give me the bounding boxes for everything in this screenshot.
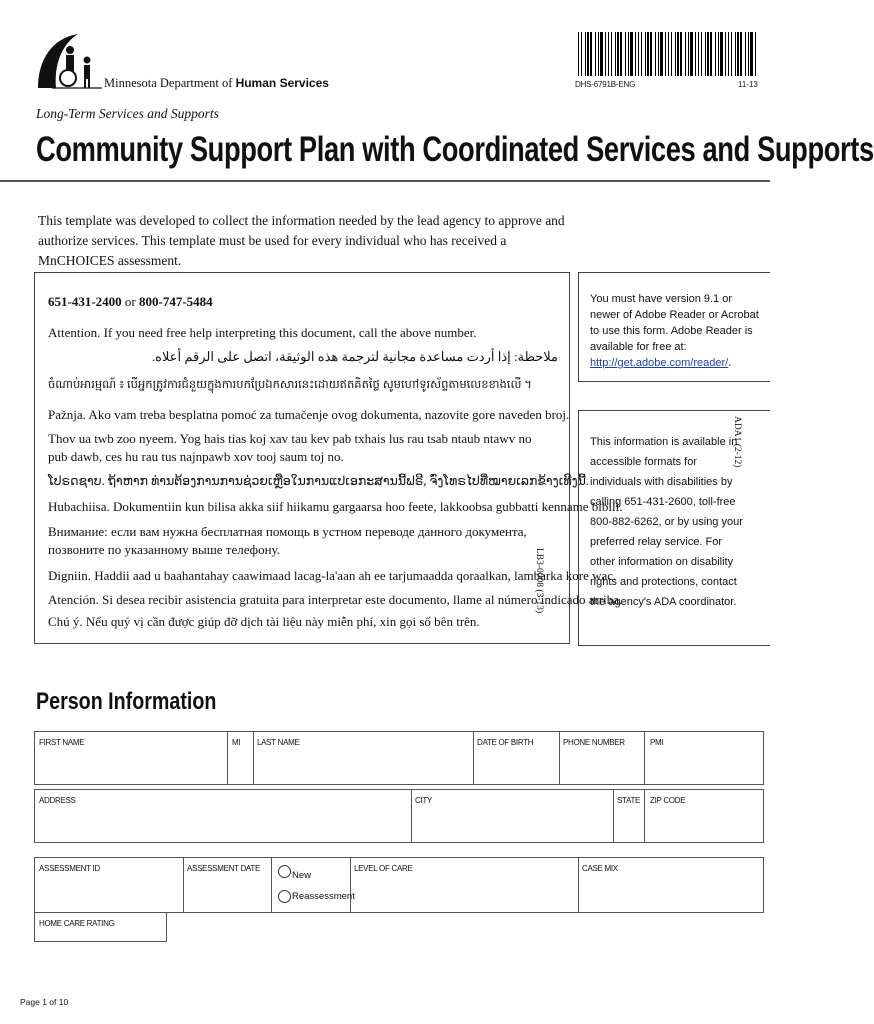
- barcode-bar: [735, 32, 736, 76]
- adobe-reader-link[interactable]: http://get.adobe.com/reader/: [590, 357, 729, 369]
- ada-code: ADA1 (2-12): [732, 416, 742, 468]
- city-field[interactable]: [412, 802, 610, 842]
- notice-lao: ໂປຣດຊາບ. ຖ້າຫາກ ທ່ານຕ້ອງການການຊ່ວຍເຫຼືອໃນການແປເອກະສານນີ້ຟຣີ, ຈົ່ງໂທຣໄປທີ່ໝາຍເລກຂ້າງເທີງນີ້.: [48, 474, 589, 488]
- division-name: Long-Term Services and Supports: [36, 106, 219, 121]
- last-name-field[interactable]: [254, 744, 470, 784]
- phone-field[interactable]: [560, 744, 642, 784]
- barcode-bar: [665, 32, 666, 76]
- barcode-bar: [645, 32, 646, 76]
- mi-label: MI: [232, 738, 241, 747]
- barcode-bar: [698, 32, 699, 76]
- person-info-heading: Person Information: [36, 688, 217, 715]
- home-care-rating-field[interactable]: [35, 924, 166, 941]
- intro-text: This template was developed to collect the information needed by the lead agency to approve and authorize services. This template must be used for every individual who has received a MnCHOICES assessment.: [38, 213, 565, 268]
- barcode-bar: [650, 32, 652, 76]
- mi-field[interactable]: [228, 744, 252, 784]
- notice-hmong: Thov ua twb zoo nyeem. Yog hais tias koj xav tau kev pab txhais lus rau tsab ntaub ntawv no pub dawb, ces hu rau tus najnpawb xov tooj saum toj no.: [48, 431, 532, 464]
- phone-label: PHONE NUMBER: [563, 738, 625, 747]
- barcode-bar: [690, 32, 693, 76]
- barcode-bar: [647, 32, 649, 76]
- department-name: [104, 76, 329, 91]
- page-number: Page 1 of 10: [20, 997, 69, 1007]
- notice-vietnamese: Chú ý. Nếu quý vị cần được giúp đỡ dịch tài liệu này miễn phí, xin gọi số bên trên.: [48, 614, 480, 629]
- notice-oromo: Hubachiisa. Dokumentiin kun bilisa akka siif hiikamu gargaarsa hoo feete, lakkoobsa gubbatti kenname bibili.: [48, 499, 623, 514]
- header-divider: [0, 180, 770, 182]
- assessment-id-label: ASSESSMENT ID: [39, 864, 100, 873]
- notice-russian: Внимание: если вам нужна бесплатная помощь в устном переводе данного документа, позвоните по указанному выше телефону.: [48, 524, 527, 557]
- new-radio-label: New: [292, 870, 312, 881]
- notice-khmer: ចំណាប់អារម្មណ៍ ៖ បើអ្នកត្រូវការជំនួយក្នុងការបកប្រែឯកសារនេះដោយឥតគិតថ្លៃ សូមហៅទូរស័ព្ទតាមលេខខាងលើ ។: [48, 379, 532, 391]
- home-care-rating-label: HOME CARE RATING: [39, 919, 115, 928]
- address-label: ADDRESS: [39, 796, 76, 805]
- help-phone-numbers: [48, 294, 213, 310]
- first-name-field[interactable]: [35, 744, 225, 784]
- barcode-bar: [587, 32, 589, 76]
- barcode-bar: [605, 32, 606, 76]
- barcode-bar: [671, 32, 672, 76]
- phone-toll-free: 800-747-5484: [139, 294, 213, 309]
- reassessment-radio[interactable]: [278, 890, 291, 903]
- revision-date: 11-13: [738, 80, 758, 89]
- barcode-bar: [668, 32, 669, 76]
- ada-notice: This information is available in accessible formats for individuals with disabilities by calling 651-431-2600, toll-free 800-882-6262, or by using your preferred relay service. For other information on disability rights and protections, contact the agency's ADA coordinator.: [590, 436, 743, 608]
- level-of-care-label: LEVEL OF CARE: [354, 864, 413, 873]
- barcode-bar: [720, 32, 723, 76]
- barcode-bar: [731, 32, 732, 76]
- zip-label: ZIP CODE: [650, 796, 686, 805]
- barcode-bar: [737, 32, 739, 76]
- first-name-label: FIRST NAME: [39, 738, 85, 747]
- barcode-bar: [658, 32, 659, 76]
- barcode-bar: [628, 32, 629, 76]
- barcode-bar: [635, 32, 636, 76]
- barcode-bar: [715, 32, 716, 76]
- adobe-reader-text: You must have version 9.1 or newer of Adobe Reader or Acrobat to use this form. Adobe Reader is available for free at:: [590, 293, 759, 353]
- barcode: [578, 32, 756, 76]
- barcode-bar: [590, 32, 592, 76]
- barcode-bar: [718, 32, 719, 76]
- barcode-bar: [748, 32, 749, 76]
- barcode-bar: [740, 32, 742, 76]
- address-field[interactable]: [35, 802, 409, 842]
- barcode-bar: [705, 32, 706, 76]
- barcode-bar: [755, 32, 756, 76]
- barcode-bar: [655, 32, 656, 76]
- barcode-bar: [611, 32, 612, 76]
- assessment-date-field[interactable]: [184, 870, 270, 912]
- city-label: CITY: [415, 796, 433, 805]
- new-radio[interactable]: [278, 865, 291, 878]
- barcode-bar: [595, 32, 596, 76]
- phone-primary: 651-431-2400: [48, 294, 122, 309]
- reassessment-radio-label: Reassessment: [292, 891, 355, 902]
- case-mix-field[interactable]: [579, 870, 763, 912]
- notice-bosnian: Pažnja. Ako vam treba besplatna pomoć za tumačenje ovog dokumenta, nazovite gore naveden broj.: [48, 407, 570, 422]
- barcode-bar: [707, 32, 709, 76]
- barcode-bar: [608, 32, 609, 76]
- notice-spanish: Atención. Si desea recibir asistencia gratuita para interpretar este documento, llame al número indicado arriba.: [48, 592, 623, 607]
- barcode-bar: [641, 32, 642, 76]
- adobe-reader-period: .: [728, 357, 732, 369]
- barcode-bar: [728, 32, 729, 76]
- barcode-bar: [677, 32, 679, 76]
- barcode-bar: [598, 32, 599, 76]
- barcode-bar: [625, 32, 626, 76]
- barcode-bar: [701, 32, 702, 76]
- barcode-bar: [585, 32, 586, 76]
- barcode-bar: [750, 32, 753, 76]
- barcode-bar: [685, 32, 686, 76]
- barcode-bar: [581, 32, 582, 76]
- barcode-bar: [600, 32, 603, 76]
- assessment-date-label: ASSESSMENT DATE: [187, 864, 261, 873]
- dhs-logo: [32, 30, 102, 90]
- barcode-bar: [630, 32, 633, 76]
- barcode-bar: [695, 32, 696, 76]
- barcode-bar: [615, 32, 616, 76]
- pmi-field[interactable]: [645, 744, 763, 784]
- barcode-bar: [660, 32, 663, 76]
- assessment-id-field[interactable]: [35, 870, 181, 912]
- state-field[interactable]: [614, 802, 642, 842]
- dob-label: DATE OF BIRTH: [477, 738, 534, 747]
- notice-arabic: ملاحظة: إذا أردت مساعدة مجانية لترجمة هذه الوثيقة، اتصل على الرقم أعلاه.: [151, 349, 558, 364]
- barcode-bar: [725, 32, 726, 76]
- case-mix-label: CASE MIX: [582, 864, 618, 873]
- dob-field[interactable]: [474, 744, 556, 784]
- last-name-label: LAST NAME: [257, 738, 300, 747]
- page-title: Community Support Plan with Coordinated Services and Supports: [36, 130, 874, 169]
- barcode-bar: [620, 32, 622, 76]
- zip-field[interactable]: [645, 802, 763, 842]
- adobe-reader-notice: [590, 291, 760, 371]
- barcode-bar: [745, 32, 746, 76]
- level-of-care-field[interactable]: [351, 870, 577, 912]
- state-label: STATE: [617, 796, 641, 805]
- language-box-code: LB3-0008 (3-13): [534, 548, 544, 614]
- barcode-bar: [710, 32, 712, 76]
- barcode-bar: [617, 32, 619, 76]
- barcode-bar: [688, 32, 689, 76]
- barcode-bar: [675, 32, 676, 76]
- barcode-bar: [578, 32, 579, 76]
- phone-or: or: [124, 294, 136, 309]
- pmi-label: PMI: [650, 738, 664, 747]
- form-code: DHS-6791B-ENG: [575, 80, 636, 89]
- notice-somali: Digniin. Haddii aad u baahantahay caawimaad lacag-la'aan ah ee tarjumaadda qoraalkan, lambarka kore wac.: [48, 568, 617, 583]
- barcode-bar: [680, 32, 682, 76]
- barcode-bar: [638, 32, 639, 76]
- department-emphasis: Human Services: [235, 76, 329, 90]
- department-prefix: Minnesota Department of: [104, 76, 233, 90]
- notice-english: Attention. If you need free help interpreting this document, call the above number.: [48, 325, 477, 340]
